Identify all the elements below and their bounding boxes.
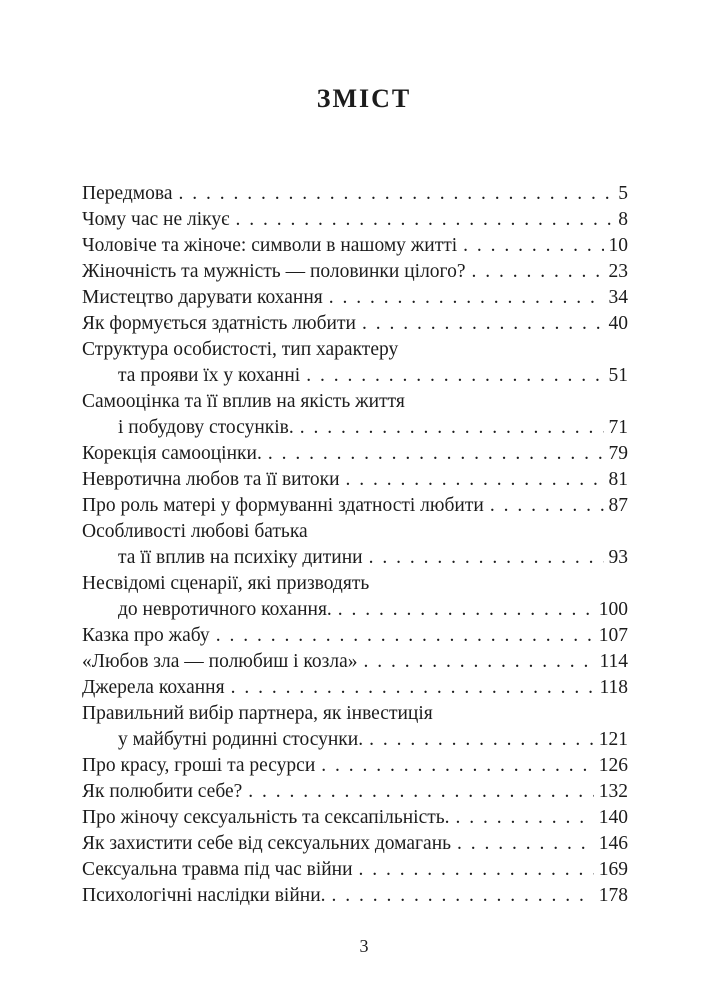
toc-entry-page: 79	[608, 443, 628, 464]
toc-entry-title: Мистецтво дарувати кохання	[82, 287, 323, 308]
toc-entry-line	[82, 233, 628, 259]
dot-leader	[457, 831, 594, 857]
toc-entry-line	[82, 675, 628, 701]
toc-entry-line	[82, 311, 628, 337]
toc-entry-page: 93	[608, 547, 628, 568]
dot-leader	[306, 363, 603, 389]
toc-entry-page: 140	[598, 807, 628, 828]
toc-entry-title: Як полюбити себе?	[82, 781, 243, 802]
dot-leader	[329, 285, 604, 311]
toc-entry-title: Про роль матері у формуванні здатності любити	[82, 495, 484, 516]
toc-entry-title: Особливості любові батька	[82, 521, 308, 542]
toc-entry-page: 178	[598, 885, 628, 906]
toc-entry-page: 51	[608, 365, 628, 386]
toc-entry-page: 100	[598, 599, 628, 620]
toc-entry-line	[82, 623, 628, 649]
dot-leader	[268, 441, 604, 467]
toc-entry-line	[82, 285, 628, 311]
dot-leader	[369, 545, 604, 571]
dot-leader	[369, 727, 594, 753]
toc-entry-title: Корекція самооцінки.	[82, 443, 262, 464]
toc-entry-line	[82, 259, 628, 285]
toc-list	[82, 181, 628, 909]
toc-entry-title: Психологічні наслідки війни.	[82, 885, 326, 906]
dot-leader	[248, 779, 593, 805]
toc-entry-line	[82, 519, 628, 545]
toc-entry-title: та її вплив на психіку дитини	[118, 547, 363, 568]
dot-leader	[463, 233, 603, 259]
toc-entry-title: Чому час не лікує	[82, 209, 230, 230]
toc-entry-title: «Любов зла — полюбиш і козла»	[82, 651, 358, 672]
toc-entry-line	[82, 441, 628, 467]
toc-entry-title: Як захистити себе від сексуальних домагань	[82, 833, 452, 854]
dot-leader	[471, 259, 603, 285]
toc-entry-line	[82, 701, 628, 727]
toc-entry-page: 81	[608, 469, 628, 490]
toc-entry-title: Жіночність та мужність — половинки цілого?	[82, 261, 466, 282]
dot-leader	[490, 493, 604, 519]
toc-entry-title: Структура особистості, тип характеру	[82, 339, 399, 360]
toc-entry-page: 126	[598, 755, 628, 776]
toc-entry-title: Про жіночу сексуальність та сексапільність.	[82, 807, 450, 828]
dot-leader	[235, 207, 613, 233]
toc-entry-line	[82, 493, 628, 519]
toc-entry-page: 10	[608, 235, 628, 256]
toc-entry-title: Чоловіче та жіноче: символи в нашому житті	[82, 235, 458, 256]
toc-entry-line	[82, 779, 628, 805]
dot-leader	[363, 649, 594, 675]
toc-entry-line	[82, 337, 628, 363]
dot-leader	[359, 857, 594, 883]
toc-entry-line	[82, 883, 628, 909]
toc-entry-title: Казка про жабу	[82, 625, 210, 646]
toc-entry-page: 71	[608, 417, 628, 438]
toc-entry-line	[82, 389, 628, 415]
toc-entry-title: і побудову стосунків.	[118, 417, 294, 438]
toc-entry-page: 87	[608, 495, 628, 516]
dot-leader	[332, 883, 594, 909]
dot-leader	[300, 415, 604, 441]
toc-entry-page: 169	[598, 859, 628, 880]
toc-entry-title: у майбутні родинні стосунки.	[118, 729, 364, 750]
toc-entry-line	[82, 415, 628, 441]
toc-entry-title: та прояви їх у коханні	[118, 365, 301, 386]
toc-entry-line	[82, 207, 628, 233]
toc-entry-title: Невротична любов та її витоки	[82, 469, 340, 490]
footer-page-number: 3	[359, 936, 369, 956]
toc-entry-title: Джерела кохання	[82, 677, 225, 698]
toc-entry-title: до невротичного кохання.	[118, 599, 332, 620]
dot-leader	[362, 311, 604, 337]
toc-entry-title: Про красу, гроші та ресурси	[82, 755, 316, 776]
toc-entry-title: Як формується здатність любити	[82, 313, 356, 334]
toc-entry-line	[82, 805, 628, 831]
toc-entry-line	[82, 363, 628, 389]
toc-entry-line	[82, 649, 628, 675]
dot-leader	[456, 805, 594, 831]
toc-entry-page: 114	[599, 651, 628, 672]
dot-leader	[321, 753, 593, 779]
toc-entry-line	[82, 831, 628, 857]
dot-leader	[231, 675, 595, 701]
toc-entry-line	[82, 727, 628, 753]
toc-title: ЗМІСТ	[316, 84, 412, 113]
toc-entry-page: 23	[608, 261, 628, 282]
toc-entry-page: 118	[599, 677, 628, 698]
toc-entry-line	[82, 753, 628, 779]
toc-entry-line	[82, 467, 628, 493]
toc-entry-page: 121	[598, 729, 628, 750]
dot-leader	[216, 623, 594, 649]
toc-entry-line	[82, 545, 628, 571]
toc-entry-title: Несвідомі сценарії, які призводять	[82, 573, 370, 594]
dot-leader	[338, 597, 594, 623]
toc-entry-page: 107	[598, 625, 628, 646]
toc-entry-line	[82, 857, 628, 883]
toc-entry-page: 40	[608, 313, 628, 334]
dot-leader	[179, 181, 614, 207]
toc-entry-line	[82, 571, 628, 597]
toc-entry-page: 5	[618, 183, 628, 204]
toc-entry-title: Самооцінка та її вплив на якість життя	[82, 391, 405, 412]
toc-entry-line	[82, 597, 628, 623]
toc-entry-title: Сексуальна травма під час війни	[82, 859, 353, 880]
toc-entry-page: 34	[608, 287, 628, 308]
toc-entry-title: Передмова	[82, 183, 173, 204]
toc-entry-page: 146	[598, 833, 628, 854]
dot-leader	[346, 467, 604, 493]
toc-entry-title: Правильний вибір партнера, як інвестиція	[82, 703, 433, 724]
toc-entry-line	[82, 181, 628, 207]
toc-entry-page: 132	[598, 781, 628, 802]
toc-entry-page: 8	[618, 209, 628, 230]
